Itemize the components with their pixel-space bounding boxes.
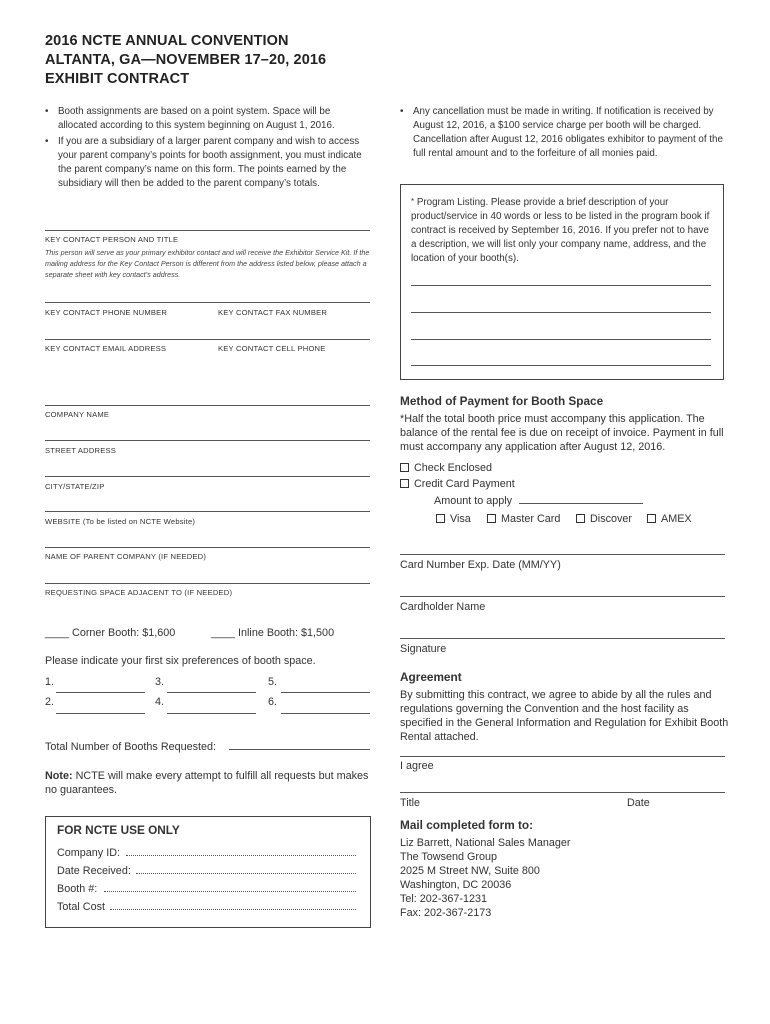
key-contact-note: This person will serve as your primary exhibitor contact and will receive the Exhibitor Service Kit. If the mailing address for the Key Contact Person is different from the address listed below, please attach a separate sheet with key contact’s address. <box>45 248 370 279</box>
program-listing-line-1[interactable] <box>411 285 711 286</box>
street-field-line[interactable] <box>45 440 370 441</box>
visa-option[interactable] <box>436 512 471 526</box>
email-cell-field-line[interactable] <box>45 339 370 340</box>
mail-line-5: Tel: 202-367-1231 <box>400 893 488 905</box>
fax-label: KEY CONTACT FAX NUMBER <box>218 308 328 317</box>
payment-title: Method of Payment for Booth Space <box>400 394 604 408</box>
company-id-label: Company ID: <box>57 847 121 859</box>
mail-line-4: Washington, DC 20036 <box>400 879 512 891</box>
mail-line-1: Liz Barrett, National Sales Manager <box>400 837 571 849</box>
note-text: NCTE will make every attempt to fulfill all requests but makes no guarantees. <box>45 770 369 796</box>
mail-line-2: The Towsend Group <box>400 851 498 863</box>
company-label: COMPANY NAME <box>45 410 110 419</box>
bullet-text: If you are a subsidiary of a larger parent company and wish to access your parent company’s points for booth assignment, you must indicate the parent company’s name on this form. The points earned by the subsidiary will then be added to the parent company’s totals. <box>58 136 362 189</box>
street-label: STREET ADDRESS <box>45 446 117 455</box>
booth-number-label: Booth #: <box>57 883 98 895</box>
discover-checkbox[interactable] <box>576 514 585 523</box>
discover-option[interactable] <box>576 512 632 526</box>
check-enclosed-label: Check Enclosed <box>414 462 493 474</box>
pref-5-label: 5. <box>268 676 278 688</box>
credit-card-checkbox[interactable] <box>400 479 409 488</box>
check-enclosed-option[interactable] <box>400 461 492 475</box>
city-field-line[interactable] <box>45 476 370 477</box>
website-label: WEBSITE (To be listed on NCTE Website) <box>45 517 196 526</box>
form-title-line-2: ALTANTA, GA—NOVEMBER 17–20, 2016 <box>45 52 327 68</box>
adjacent-field-line[interactable] <box>45 583 370 584</box>
total-booths-label: Total Number of Booths Requested: <box>45 741 217 753</box>
booth-number-field[interactable] <box>104 891 356 892</box>
card-number-field[interactable] <box>400 554 725 555</box>
program-listing-text <box>411 195 715 266</box>
visa-checkbox[interactable] <box>436 514 445 523</box>
program-listing-line-3[interactable] <box>411 339 711 340</box>
cardholder-field[interactable] <box>400 596 725 597</box>
pref-5-field[interactable] <box>281 692 370 693</box>
pref-6-label: 6. <box>268 696 278 708</box>
pref-6-field[interactable] <box>281 713 370 714</box>
agreement-title: Agreement <box>400 670 462 684</box>
pref-3-field[interactable] <box>167 692 256 693</box>
mastercard-checkbox[interactable] <box>487 514 496 523</box>
mail-title: Mail completed form to: <box>400 818 534 832</box>
company-id-field[interactable] <box>126 855 356 856</box>
card-number-label: Card Number Exp. Date (MM/YY) <box>400 559 561 571</box>
check-enclosed-checkbox[interactable] <box>400 463 409 472</box>
total-cost-field[interactable] <box>110 909 356 910</box>
date-received-field[interactable] <box>136 873 356 874</box>
key-contact-label: KEY CONTACT PERSON AND TITLE <box>45 235 179 244</box>
city-label: CITY/STATE/ZIP <box>45 482 105 491</box>
note-label: Note: <box>45 770 73 782</box>
adjacent-label: REQUESTING SPACE ADJACENT TO (IF NEEDED) <box>45 588 233 597</box>
website-field-line[interactable] <box>45 511 370 512</box>
corner-booth-option[interactable]: ____ Corner Booth: $1,600 <box>45 627 176 639</box>
bullet-subsidiary <box>45 135 367 191</box>
pref-4-label: 4. <box>155 696 165 708</box>
total-booths-field[interactable] <box>229 749 370 750</box>
company-field-line[interactable] <box>45 405 370 406</box>
agreement-text: By submitting this contract, we agree to abide by all the rules and regulations governing the Convention and the host facility as specified in the General Information and Regulation for Exhibit Booth Rental attached. <box>400 689 729 743</box>
amex-label: AMEX <box>661 513 692 525</box>
program-listing-line-2[interactable] <box>411 312 711 313</box>
mail-line-3: 2025 M Street NW, Suite 800 <box>400 865 540 877</box>
email-label: KEY CONTACT EMAIL ADDRESS <box>45 344 167 353</box>
title-date-field[interactable] <box>400 792 725 793</box>
parent-field-line[interactable] <box>45 547 370 548</box>
form-title-line-3: EXHIBIT CONTRACT <box>45 71 190 87</box>
form-title-line-1: 2016 NCTE ANNUAL CONVENTION <box>45 33 289 49</box>
total-cost-label: Total Cost <box>57 901 106 913</box>
pref-2-field[interactable] <box>56 713 145 714</box>
mail-line-6: Fax: 202-367-2173 <box>400 907 492 919</box>
inline-booth-option[interactable]: ____ Inline Booth: $1,500 <box>211 627 335 639</box>
booth-preferences-label: Please indicate your first six preferences of booth space. <box>45 655 316 667</box>
bullet-dot: • <box>45 106 49 117</box>
amount-label: Amount to apply <box>434 495 513 507</box>
bullet-cancellation <box>400 105 732 161</box>
phone-label: KEY CONTACT PHONE NUMBER <box>45 308 168 317</box>
title-label: Title <box>400 797 420 809</box>
signature-label: Signature <box>400 643 447 655</box>
program-listing-description: Program Listing. Please provide a brief description of your product/service in 40 words or less to be listed in the program book if contract is received by September 16, 2016. If you prefer not to have a description, we will list only your company name, address, and the location of your booth(s). <box>411 197 710 264</box>
bullet-dot: • <box>400 106 404 117</box>
date-label: Date <box>627 797 650 809</box>
phone-fax-field-line[interactable] <box>45 302 370 303</box>
cardholder-label: Cardholder Name <box>400 601 486 613</box>
discover-label: Discover <box>590 513 632 525</box>
parent-label: NAME OF PARENT COMPANY (IF NEEDED) <box>45 552 207 561</box>
payment-text: *Half the total booth price must accompany this application. The balance of the rental fee is due on receipt of invoice. Payment in full must accompany any application after August 12, 2016. <box>400 413 724 453</box>
date-received-label: Date Received: <box>57 865 131 877</box>
credit-card-option[interactable] <box>400 477 515 491</box>
pref-3-label: 3. <box>155 676 165 688</box>
agree-field[interactable] <box>400 756 725 757</box>
key-contact-field-line[interactable] <box>45 230 370 231</box>
program-listing-line-4[interactable] <box>411 365 711 366</box>
mastercard-label: Master Card <box>501 513 561 525</box>
bullet-dot: • <box>45 136 49 147</box>
amex-checkbox[interactable] <box>647 514 656 523</box>
agree-label: I agree <box>400 760 434 772</box>
booth-note <box>45 769 370 797</box>
amex-option[interactable] <box>647 512 692 526</box>
mastercard-option[interactable] <box>487 512 560 526</box>
pref-1-label: 1. <box>45 676 55 688</box>
pref-2-label: 2. <box>45 696 55 708</box>
credit-card-label: Credit Card Payment <box>414 478 515 490</box>
amount-field[interactable] <box>519 503 643 504</box>
bullet-text: Booth assignments are based on a point system. Space will be allocated according to this system beginning on August 1, 2016. <box>58 106 335 131</box>
ncte-use-title: FOR NCTE USE ONLY <box>57 823 180 837</box>
bullet-text: Any cancellation must be made in writing. If notification is received by August 12, 2016, a $100 service charge per booth will be charged. Cancellation after August 12, 2016 obligates exhibitor to payment of the full rental amount and to the forfeiture of all monies paid. <box>413 106 723 159</box>
signature-field[interactable] <box>400 638 725 639</box>
visa-label: Visa <box>450 513 471 525</box>
asterisk-mark: * <box>411 197 415 206</box>
cell-label: KEY CONTACT CELL PHONE <box>218 344 326 353</box>
bullet-point-system <box>45 105 365 133</box>
pref-4-field[interactable] <box>167 713 256 714</box>
pref-1-field[interactable] <box>56 692 145 693</box>
